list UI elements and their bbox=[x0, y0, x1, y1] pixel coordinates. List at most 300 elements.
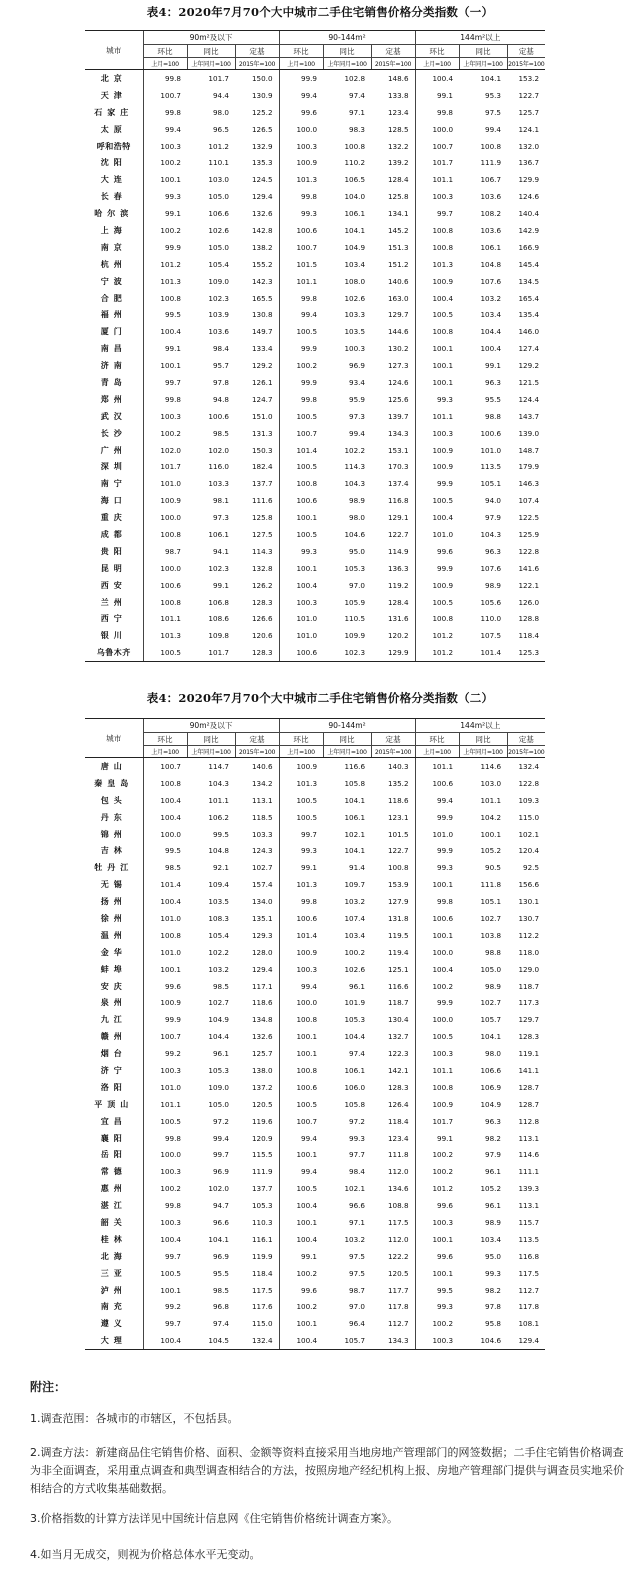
city-name: 石家庄 bbox=[94, 107, 134, 117]
index-value: 102.3 bbox=[208, 293, 229, 303]
header-sub: 同比 bbox=[459, 45, 507, 58]
index-value: 103.2 bbox=[480, 293, 502, 303]
index-value: 139.0 bbox=[518, 428, 540, 438]
index-value: 99.4 bbox=[279, 1163, 323, 1180]
table-row bbox=[85, 306, 545, 323]
index-value: 99.1 bbox=[212, 580, 229, 590]
table-row bbox=[85, 357, 545, 374]
index-value: 156.6 bbox=[518, 880, 540, 890]
index-value: 140.4 bbox=[518, 209, 540, 219]
index-value: 182.4 bbox=[251, 462, 273, 472]
index-value: 100.6 bbox=[279, 1079, 323, 1096]
header-sub: 环比 bbox=[143, 45, 187, 58]
index-value: 138.2 bbox=[251, 242, 273, 252]
index-value: 105.0 bbox=[480, 964, 502, 974]
index-value: 100.8 bbox=[143, 526, 187, 543]
index-value: 106.1 bbox=[344, 209, 366, 219]
city-name: 无锡 bbox=[100, 880, 127, 890]
index-value: 120.5 bbox=[387, 1268, 409, 1278]
index-value: 100.2 bbox=[344, 947, 366, 957]
index-value: 103.5 bbox=[208, 897, 229, 907]
index-value: 100.5 bbox=[143, 644, 187, 661]
city-name: 泸州 bbox=[100, 1285, 127, 1295]
index-value: 125.7 bbox=[518, 107, 540, 117]
table-row bbox=[85, 1197, 545, 1214]
table-row bbox=[85, 1163, 545, 1180]
index-value: 119.6 bbox=[251, 1116, 273, 1126]
index-value: 99.4 bbox=[143, 121, 187, 138]
index-value: 111.9 bbox=[480, 158, 502, 168]
index-value: 100.1 bbox=[279, 1315, 323, 1332]
index-value: 114.3 bbox=[251, 546, 273, 556]
index-value: 119.9 bbox=[251, 1251, 273, 1261]
index-value: 100.6 bbox=[208, 411, 229, 421]
index-value: 100.3 bbox=[143, 1163, 187, 1180]
index-value: 109.8 bbox=[208, 631, 229, 641]
table-row bbox=[85, 910, 545, 927]
index-value: 99.6 bbox=[415, 1248, 459, 1265]
table-row bbox=[85, 644, 545, 661]
index-value: 130.4 bbox=[387, 1015, 409, 1025]
index-value: 99.6 bbox=[279, 104, 323, 121]
index-value: 112.7 bbox=[518, 1285, 540, 1295]
index-value: 100.9 bbox=[279, 154, 323, 171]
index-value: 117.8 bbox=[518, 1302, 540, 1312]
index-value: 97.1 bbox=[349, 107, 366, 117]
index-value: 98.8 bbox=[485, 947, 502, 957]
city-name: 郑州 bbox=[100, 394, 127, 404]
table-row bbox=[85, 994, 545, 1011]
index-value: 107.6 bbox=[480, 276, 502, 286]
index-value: 92.1 bbox=[212, 863, 229, 873]
index-value: 100.4 bbox=[415, 290, 459, 307]
index-value: 106.8 bbox=[208, 597, 229, 607]
city-name: 惠州 bbox=[100, 1184, 127, 1194]
index-value: 103.3 bbox=[251, 829, 273, 839]
table-row bbox=[85, 1146, 545, 1163]
header-group: 90-144m² bbox=[279, 719, 415, 733]
index-value: 137.2 bbox=[251, 1082, 273, 1092]
index-value: 129.3 bbox=[251, 930, 273, 940]
notes-heading: 附注： bbox=[30, 1380, 67, 1394]
index-value: 101.7 bbox=[415, 1113, 459, 1130]
index-value: 96.9 bbox=[349, 361, 366, 371]
index-value: 100.0 bbox=[143, 509, 187, 526]
index-value: 108.6 bbox=[208, 614, 229, 624]
table-row bbox=[85, 1231, 545, 1248]
index-value: 129.1 bbox=[387, 513, 409, 523]
city-name: 深圳 bbox=[100, 462, 127, 472]
index-value: 99.5 bbox=[143, 842, 187, 859]
header-sub: 环比 bbox=[279, 733, 323, 746]
index-value: 113.5 bbox=[518, 1234, 540, 1244]
index-value: 133.8 bbox=[387, 90, 409, 100]
index-value: 100.9 bbox=[415, 577, 459, 594]
index-value: 99.8 bbox=[415, 104, 459, 121]
index-value: 100.3 bbox=[344, 344, 366, 354]
header-base: 上月=100 bbox=[415, 58, 459, 70]
index-value: 122.3 bbox=[387, 1049, 409, 1059]
index-value: 91.4 bbox=[349, 863, 366, 873]
header-sub: 环比 bbox=[279, 45, 323, 58]
index-value: 105.2 bbox=[480, 1184, 502, 1194]
index-value: 153.9 bbox=[387, 880, 409, 890]
table-row bbox=[85, 526, 545, 543]
index-value: 99.4 bbox=[279, 978, 323, 995]
index-value: 93.4 bbox=[349, 377, 366, 387]
index-value: 129.9 bbox=[371, 644, 415, 661]
city-name: 宁波 bbox=[100, 276, 127, 286]
index-value: 99.3 bbox=[279, 842, 323, 859]
index-value: 101.7 bbox=[415, 154, 459, 171]
index-value: 117.8 bbox=[387, 1302, 409, 1312]
table-row bbox=[85, 1045, 545, 1062]
index-value: 117.1 bbox=[251, 981, 273, 991]
index-value: 104.2 bbox=[480, 812, 502, 822]
index-value: 100.3 bbox=[415, 1045, 459, 1062]
index-value: 99.2 bbox=[143, 1299, 187, 1316]
city-name: 岳阳 bbox=[100, 1150, 127, 1160]
index-value: 100.1 bbox=[415, 340, 459, 357]
index-value: 99.1 bbox=[415, 87, 459, 104]
index-value: 103.3 bbox=[344, 310, 366, 320]
index-value: 98.2 bbox=[485, 1285, 502, 1295]
header-base: 上月=100 bbox=[415, 746, 459, 758]
index-value: 127.9 bbox=[387, 897, 409, 907]
index-value: 100.4 bbox=[279, 1231, 323, 1248]
index-value: 99.5 bbox=[143, 306, 187, 323]
index-value: 97.1 bbox=[349, 1217, 366, 1227]
index-value: 124.6 bbox=[518, 192, 540, 202]
index-value: 127.3 bbox=[387, 361, 409, 371]
index-value: 115.7 bbox=[518, 1217, 540, 1227]
index-value: 106.6 bbox=[208, 209, 229, 219]
index-value: 96.1 bbox=[212, 1049, 229, 1059]
table-row bbox=[85, 859, 545, 876]
index-value: 95.7 bbox=[212, 361, 229, 371]
index-value: 100.4 bbox=[279, 1332, 323, 1349]
table-row bbox=[85, 627, 545, 644]
index-value: 100.1 bbox=[415, 927, 459, 944]
index-value: 100.0 bbox=[279, 994, 323, 1011]
index-value: 150.0 bbox=[251, 73, 273, 83]
index-value: 96.8 bbox=[212, 1302, 229, 1312]
table-row bbox=[85, 104, 545, 121]
index-value: 99.8 bbox=[279, 391, 323, 408]
index-value: 129.2 bbox=[251, 361, 273, 371]
index-value: 103.6 bbox=[208, 327, 229, 337]
table-row bbox=[85, 442, 545, 459]
index-value: 125.8 bbox=[387, 192, 409, 202]
index-value: 100.2 bbox=[415, 1315, 459, 1332]
index-value: 102.6 bbox=[208, 225, 229, 235]
index-value: 100.2 bbox=[143, 222, 187, 239]
index-value: 98.7 bbox=[143, 543, 187, 560]
index-value: 101.7 bbox=[143, 458, 187, 475]
index-value: 101.0 bbox=[480, 445, 502, 455]
city-name: 锦州 bbox=[100, 829, 127, 839]
index-value: 118.5 bbox=[251, 812, 273, 822]
index-value: 103.0 bbox=[208, 175, 229, 185]
index-value: 135.1 bbox=[251, 913, 273, 923]
index-value: 118.0 bbox=[518, 947, 540, 957]
header-base: 上月=100 bbox=[279, 58, 323, 70]
index-value: 102.0 bbox=[143, 442, 187, 459]
index-value: 100.9 bbox=[415, 1096, 459, 1113]
city-name: 徐州 bbox=[100, 913, 127, 923]
header-sub: 同比 bbox=[323, 45, 371, 58]
index-value: 132.7 bbox=[387, 1032, 409, 1042]
table-row bbox=[85, 188, 545, 205]
index-value: 111.8 bbox=[387, 1150, 409, 1160]
index-value: 101.7 bbox=[208, 73, 229, 83]
city-name: 重庆 bbox=[100, 513, 127, 523]
index-value: 131.8 bbox=[387, 913, 409, 923]
index-value: 100.8 bbox=[279, 475, 323, 492]
index-value: 106.1 bbox=[344, 1065, 366, 1075]
index-value: 101.3 bbox=[143, 627, 187, 644]
index-value: 100.0 bbox=[279, 121, 323, 138]
city-name: 金华 bbox=[100, 947, 127, 957]
index-value: 92.5 bbox=[523, 863, 540, 873]
index-value: 105.8 bbox=[344, 1099, 366, 1109]
index-value: 95.0 bbox=[349, 546, 366, 556]
index-value: 114.3 bbox=[344, 462, 366, 472]
index-value: 97.5 bbox=[349, 1268, 366, 1278]
city-name: 合肥 bbox=[100, 293, 127, 303]
index-value: 101.1 bbox=[143, 1096, 187, 1113]
index-value: 126.0 bbox=[518, 597, 540, 607]
index-value: 100.5 bbox=[279, 809, 323, 826]
index-value: 134.3 bbox=[387, 428, 409, 438]
index-value: 100.8 bbox=[415, 222, 459, 239]
table-row bbox=[85, 809, 545, 826]
index-value: 140.6 bbox=[387, 276, 409, 286]
index-value: 105.3 bbox=[344, 1015, 366, 1025]
index-value: 120.9 bbox=[251, 1133, 273, 1143]
index-value: 99.4 bbox=[212, 1133, 229, 1143]
index-value: 118.4 bbox=[518, 631, 540, 641]
index-value: 118.7 bbox=[387, 998, 409, 1008]
index-value: 153.2 bbox=[518, 73, 540, 83]
index-value: 100.9 bbox=[143, 994, 187, 1011]
city-name: 昆明 bbox=[100, 563, 127, 573]
index-value: 101.1 bbox=[415, 1062, 459, 1079]
header-base: 上月=100 bbox=[143, 58, 187, 70]
index-value: 101.0 bbox=[415, 826, 459, 843]
index-value: 148.6 bbox=[387, 73, 409, 83]
index-value: 100.9 bbox=[415, 458, 459, 475]
city-name: 北海 bbox=[100, 1251, 127, 1261]
city-name: 青岛 bbox=[100, 377, 127, 387]
header-base: 上年同月=100 bbox=[187, 746, 235, 758]
city-name: 牡丹江 bbox=[94, 863, 134, 873]
city-name: 九江 bbox=[100, 1015, 127, 1025]
index-value: 151.2 bbox=[387, 259, 409, 269]
index-value: 100.3 bbox=[415, 1332, 459, 1349]
index-value: 106.1 bbox=[344, 812, 366, 822]
table-row bbox=[85, 944, 545, 961]
index-value: 99.3 bbox=[415, 859, 459, 876]
index-value: 100.2 bbox=[415, 1163, 459, 1180]
index-value: 95.5 bbox=[212, 1268, 229, 1278]
index-value: 100.4 bbox=[143, 1332, 187, 1349]
index-value: 146.3 bbox=[518, 479, 540, 489]
index-value: 96.9 bbox=[212, 1167, 229, 1177]
index-value: 109.7 bbox=[344, 880, 366, 890]
city-name: 桂林 bbox=[100, 1234, 127, 1244]
header-base: 上年同月=100 bbox=[459, 58, 507, 70]
index-value: 100.0 bbox=[143, 1146, 187, 1163]
header-base: 2015年=100 bbox=[235, 746, 279, 758]
index-value: 100.4 bbox=[143, 792, 187, 809]
index-value: 104.9 bbox=[480, 1099, 502, 1109]
table-row bbox=[85, 1248, 545, 1265]
index-value: 104.1 bbox=[344, 846, 366, 856]
index-value: 104.3 bbox=[480, 529, 502, 539]
index-value: 129.4 bbox=[251, 964, 273, 974]
table-row bbox=[85, 611, 545, 628]
index-value: 97.5 bbox=[485, 107, 502, 117]
index-value: 100.1 bbox=[480, 829, 502, 839]
index-value: 100.8 bbox=[415, 239, 459, 256]
index-value: 100.2 bbox=[415, 1146, 459, 1163]
index-value: 100.6 bbox=[480, 428, 502, 438]
index-value: 134.6 bbox=[387, 1184, 409, 1194]
index-value: 105.3 bbox=[208, 1065, 229, 1075]
index-value: 100.5 bbox=[415, 492, 459, 509]
table-row bbox=[85, 273, 545, 290]
table-row bbox=[85, 792, 545, 809]
city-name: 西安 bbox=[100, 580, 127, 590]
index-value: 104.1 bbox=[344, 225, 366, 235]
index-value: 132.9 bbox=[251, 141, 273, 151]
index-value: 100.3 bbox=[143, 408, 187, 425]
index-value: 105.6 bbox=[480, 597, 502, 607]
index-value: 99.8 bbox=[279, 893, 323, 910]
index-value: 103.4 bbox=[344, 259, 366, 269]
index-value: 101.5 bbox=[387, 829, 409, 839]
index-value: 97.4 bbox=[349, 1049, 366, 1059]
index-value: 135.4 bbox=[518, 310, 540, 320]
index-value: 103.2 bbox=[208, 964, 229, 974]
index-value: 102.3 bbox=[208, 563, 229, 573]
index-value: 98.9 bbox=[485, 981, 502, 991]
city-name: 沈阳 bbox=[100, 158, 127, 168]
index-value: 100.5 bbox=[279, 458, 323, 475]
index-value: 100.7 bbox=[415, 138, 459, 155]
header-sub: 同比 bbox=[459, 733, 507, 746]
header-base: 上年同月=100 bbox=[459, 746, 507, 758]
index-value: 100.0 bbox=[415, 121, 459, 138]
index-value: 100.2 bbox=[279, 1299, 323, 1316]
table-row bbox=[85, 758, 545, 775]
index-value: 100.6 bbox=[279, 492, 323, 509]
index-value: 100.5 bbox=[279, 792, 323, 809]
index-value: 134.2 bbox=[251, 778, 273, 788]
index-value: 106.5 bbox=[344, 175, 366, 185]
index-value: 97.2 bbox=[212, 1116, 229, 1126]
index-value: 102.1 bbox=[344, 1184, 366, 1194]
index-value: 100.7 bbox=[279, 1113, 323, 1130]
note-2: 2.调查方法：新建商品住宅销售价格、面积、金额等资料直接采用当地房地产管理部门的网签数据；二手住宅销售价格调查为非全面调查，采用重点调查和典型调查相结合的方法，按照房地产经纪机构上报、房地产管理部门提供与调查员实地采价相结合的方式收集基础数据。 bbox=[30, 1446, 624, 1495]
index-value: 105.7 bbox=[480, 1015, 502, 1025]
index-value: 100.8 bbox=[279, 1062, 323, 1079]
table2 bbox=[85, 718, 545, 1350]
index-value: 98.4 bbox=[349, 1167, 366, 1177]
city-name: 包头 bbox=[100, 795, 127, 805]
table-row bbox=[85, 1079, 545, 1096]
table-row bbox=[85, 577, 545, 594]
index-value: 100.1 bbox=[415, 357, 459, 374]
index-value: 99.4 bbox=[415, 792, 459, 809]
index-value: 100.1 bbox=[415, 374, 459, 391]
city-name: 长沙 bbox=[100, 428, 127, 438]
city-name: 泉州 bbox=[100, 998, 127, 1008]
index-value: 104.6 bbox=[459, 1332, 507, 1349]
city-name: 遵义 bbox=[100, 1319, 127, 1329]
index-value: 102.7 bbox=[208, 998, 229, 1008]
index-value: 111.1 bbox=[518, 1167, 540, 1177]
index-value: 99.4 bbox=[349, 428, 366, 438]
index-value: 129.0 bbox=[518, 964, 540, 974]
index-value: 108.8 bbox=[387, 1201, 409, 1211]
index-value: 118.4 bbox=[387, 1116, 409, 1126]
index-value: 122.1 bbox=[518, 580, 540, 590]
index-value: 124.1 bbox=[518, 124, 540, 134]
index-value: 155.2 bbox=[251, 259, 273, 269]
header-base: 2015年=100 bbox=[507, 746, 545, 758]
city-name: 安庆 bbox=[100, 981, 127, 991]
index-value: 107.4 bbox=[518, 496, 540, 506]
index-value: 99.1 bbox=[485, 361, 502, 371]
index-value: 135.3 bbox=[251, 158, 273, 168]
index-value: 99.1 bbox=[143, 340, 187, 357]
table-row bbox=[85, 1130, 545, 1147]
table-row bbox=[85, 876, 545, 893]
index-value: 103.8 bbox=[480, 930, 502, 940]
index-value: 129.9 bbox=[518, 175, 540, 185]
index-value: 105.0 bbox=[208, 242, 229, 252]
index-value: 98.1 bbox=[212, 496, 229, 506]
index-value: 106.1 bbox=[480, 242, 502, 252]
index-value: 101.2 bbox=[143, 256, 187, 273]
table-row bbox=[85, 256, 545, 273]
header-base: 上月=100 bbox=[279, 746, 323, 758]
index-value: 100.8 bbox=[143, 594, 187, 611]
index-value: 119.5 bbox=[387, 930, 409, 940]
index-value: 102.8 bbox=[344, 73, 366, 83]
header-group: 90-144m² bbox=[279, 31, 415, 45]
city-name: 福州 bbox=[100, 310, 127, 320]
index-value: 102.6 bbox=[344, 964, 366, 974]
index-value: 106.6 bbox=[480, 1065, 502, 1075]
index-value: 102.1 bbox=[344, 829, 366, 839]
index-value: 116.8 bbox=[387, 496, 409, 506]
index-value: 139.2 bbox=[387, 158, 409, 168]
index-value: 100.6 bbox=[279, 910, 323, 927]
index-value: 118.7 bbox=[518, 981, 540, 991]
index-value: 144.6 bbox=[387, 327, 409, 337]
city-name: 蚌埠 bbox=[100, 964, 127, 974]
index-value: 123.4 bbox=[387, 1133, 409, 1143]
header-base: 上年同月=100 bbox=[187, 58, 235, 70]
header-base: 上年同月=100 bbox=[323, 746, 371, 758]
index-value: 116.8 bbox=[518, 1251, 540, 1261]
index-value: 99.3 bbox=[143, 188, 187, 205]
index-value: 99.9 bbox=[415, 809, 459, 826]
header-group: 90m²及以下 bbox=[143, 31, 279, 45]
